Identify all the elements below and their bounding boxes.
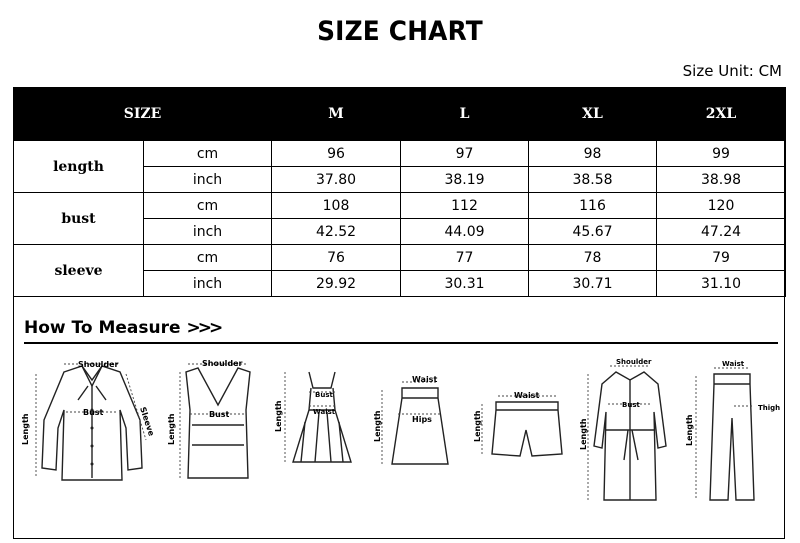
table-cell: 37.80 <box>272 167 401 193</box>
table-cell: 112 <box>401 193 529 219</box>
row-label-length: length <box>14 141 144 193</box>
coat-icon <box>580 350 680 510</box>
skirt-icon <box>372 350 467 490</box>
shoulder-label: Shoulder <box>78 360 119 369</box>
waist-label: Waist <box>514 391 540 400</box>
waist-label: Waist <box>722 360 745 368</box>
table-cell: 47.24 <box>657 219 786 245</box>
table-cell: 38.98 <box>657 167 786 193</box>
table-cell: 31.10 <box>657 271 786 297</box>
table-cell: 108 <box>272 193 401 219</box>
unit-cell: cm <box>144 141 272 167</box>
table-cell: 116 <box>529 193 657 219</box>
divider <box>24 342 778 344</box>
length-label: Length <box>579 418 588 450</box>
arrows-icon: >>> <box>186 318 221 338</box>
table-cell: 120 <box>657 193 786 219</box>
table-cell: 29.92 <box>272 271 401 297</box>
length-label: Length <box>373 410 382 442</box>
length-label: Length <box>685 414 694 446</box>
thigh-label: Thigh <box>758 404 781 412</box>
table-cell: 45.67 <box>529 219 657 245</box>
waist-label: Waist <box>412 375 438 384</box>
pants-icon <box>684 350 784 510</box>
table-row <box>14 245 786 271</box>
table-cell: 76 <box>272 245 401 271</box>
page-title: SIZE CHART <box>317 16 483 47</box>
length-label: Length <box>274 400 283 432</box>
table-cell: 30.71 <box>529 271 657 297</box>
table-cell: 98 <box>529 141 657 167</box>
table-row <box>14 193 786 219</box>
header-size: SIZE <box>14 87 272 141</box>
bust-label: Bust <box>83 408 104 417</box>
table-cell: 30.31 <box>401 271 529 297</box>
table-cell: 42.52 <box>272 219 401 245</box>
bust-label: Bust <box>315 391 333 399</box>
sleeve-label: Sleeve <box>138 405 156 438</box>
table-header-row <box>14 87 786 141</box>
blouse-icon <box>22 350 162 490</box>
unit-cell: cm <box>144 245 272 271</box>
shoulder-label: Shoulder <box>202 359 243 368</box>
dress-icon <box>275 350 370 490</box>
table-cell: 38.58 <box>529 167 657 193</box>
unit-cell: cm <box>144 193 272 219</box>
length-label: Length <box>21 413 30 445</box>
header-2xl: 2XL <box>657 87 786 141</box>
how-to-measure-heading <box>24 318 220 338</box>
size-unit-label: Size Unit: CM <box>682 62 782 80</box>
bust-label: Bust <box>622 401 640 409</box>
table-cell: 99 <box>657 141 786 167</box>
table-cell: 38.19 <box>401 167 529 193</box>
header-l: L <box>401 87 529 141</box>
table-cell: 79 <box>657 245 786 271</box>
hips-label: Hips <box>412 415 432 424</box>
shoulder-label: Shoulder <box>616 358 652 366</box>
header-m: M <box>272 87 401 141</box>
table-cell: 77 <box>401 245 529 271</box>
table-cell: 44.09 <box>401 219 529 245</box>
size-table <box>13 87 786 297</box>
length-label: Length <box>167 413 176 445</box>
table-cell: 78 <box>529 245 657 271</box>
table-cell: 96 <box>272 141 401 167</box>
row-label-bust: bust <box>14 193 144 245</box>
shorts-icon <box>472 350 577 490</box>
row-label-sleeve: sleeve <box>14 245 144 297</box>
unit-cell: inch <box>144 219 272 245</box>
how-to-measure-label: How To Measure <box>24 318 181 338</box>
header-xl: XL <box>529 87 657 141</box>
unit-cell: inch <box>144 167 272 193</box>
bust-label: Bust <box>209 410 230 419</box>
table-row <box>14 141 786 167</box>
waist-label: Waist <box>313 408 336 416</box>
vest-icon <box>168 350 268 490</box>
unit-cell: inch <box>144 271 272 297</box>
length-label: Length <box>473 410 482 442</box>
table-cell: 97 <box>401 141 529 167</box>
